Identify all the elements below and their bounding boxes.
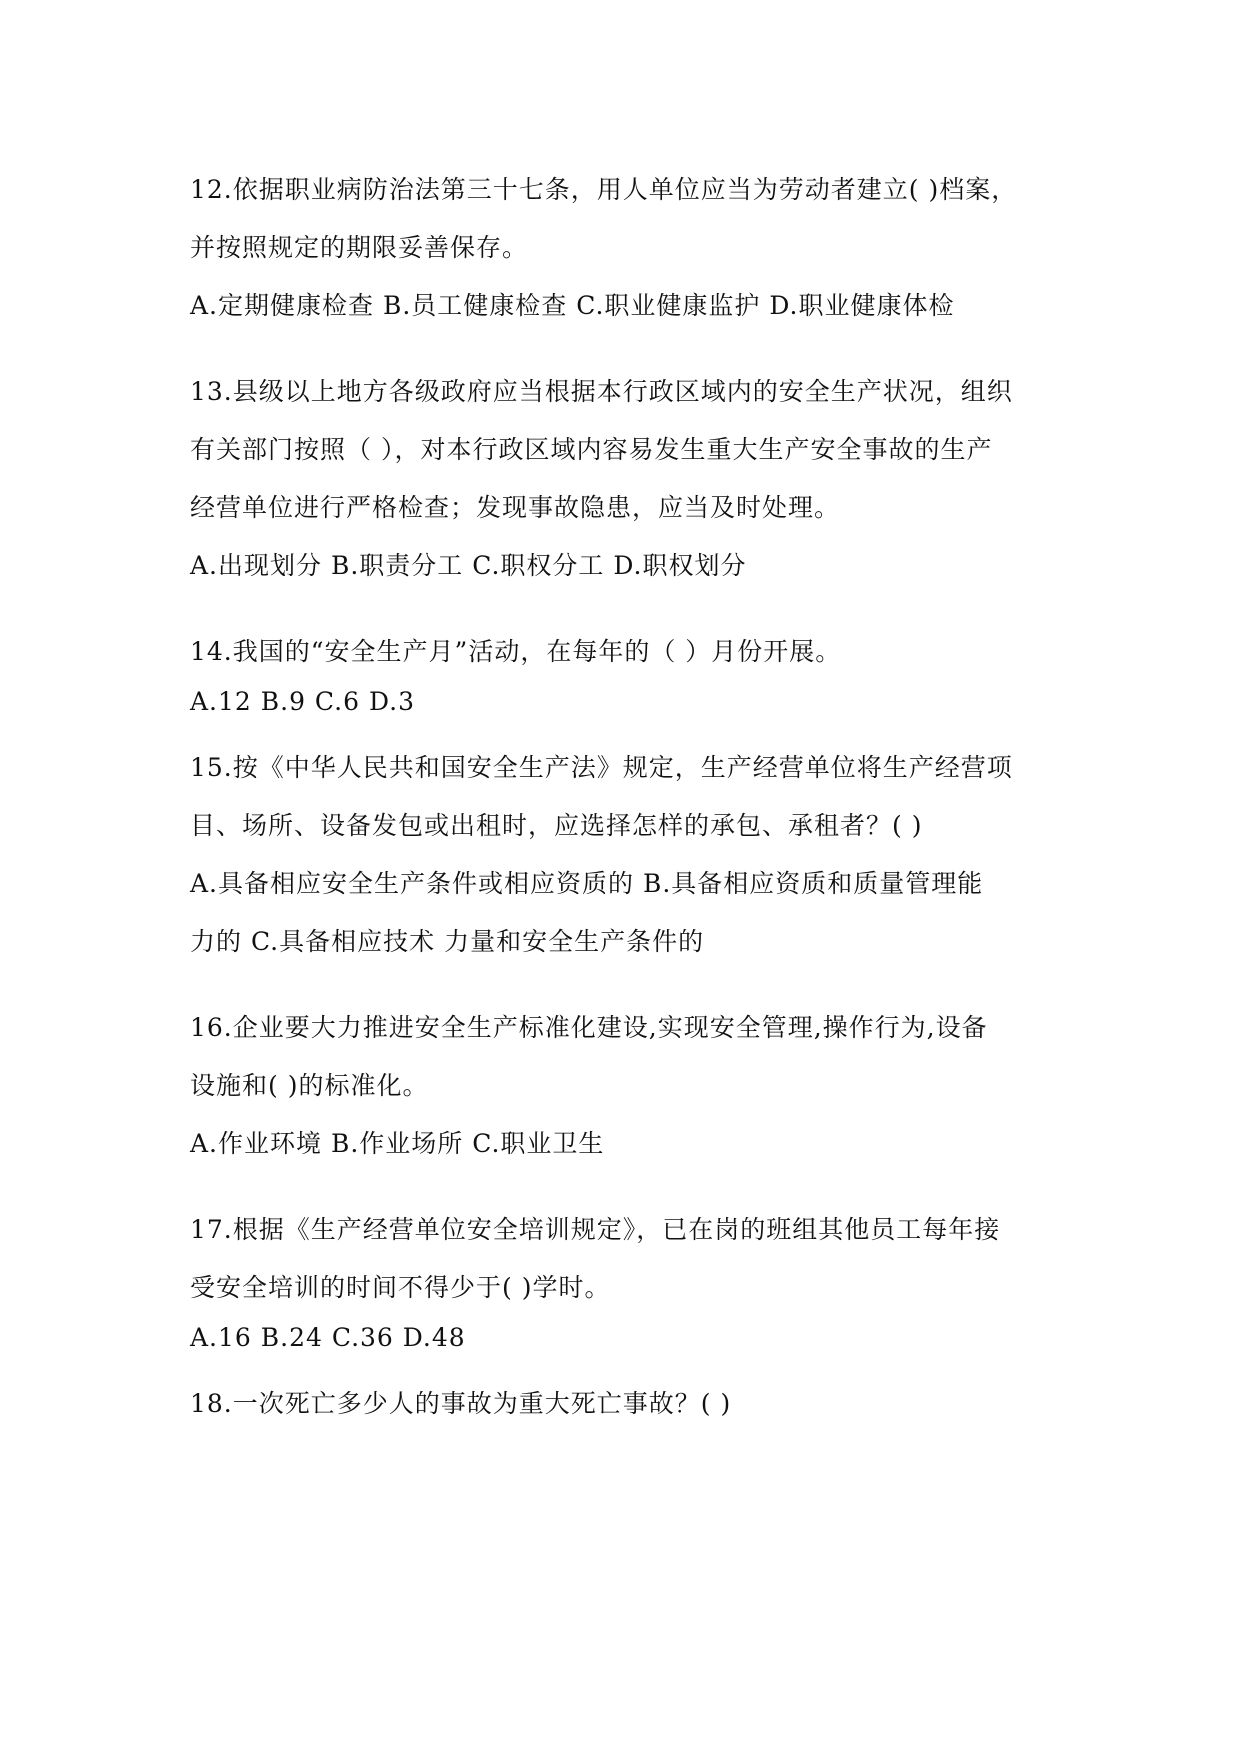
question-text-line: 设施和( )的标准化。 bbox=[190, 1071, 429, 1100]
question-text-line: 经营单位进行严格检查；发现事故隐患，应当及时处理。 bbox=[190, 493, 841, 522]
question-text-line: 12.依据职业病防治法第三十七条，用人单位应当为劳动者建立( )档案， bbox=[190, 175, 1018, 204]
question-text-line: 并按照规定的期限妥善保存。 bbox=[190, 233, 529, 262]
question-text-line: 目、场所、设备发包或出租时，应选择怎样的承包、承租者？( ) bbox=[190, 811, 923, 840]
answer-options: A.出现划分 B.职责分工 C.职权分工 D.职权划分 bbox=[190, 551, 747, 580]
answer-options: A.具备相应安全生产条件或相应资质的 B.具备相应资质和质量管理能 bbox=[190, 869, 984, 898]
question-text-line: 有关部门按照（ ），对本行政区域内容易发生重大生产安全事故的生产 bbox=[190, 435, 993, 464]
answer-options: A.16 B.24 C.36 D.48 bbox=[190, 1323, 466, 1352]
answer-options: A.作业环境 B.作业场所 C.职业卫生 bbox=[190, 1129, 605, 1158]
question-text-line: 13.县级以上地方各级政府应当根据本行政区域内的安全生产状况，组织 bbox=[190, 377, 1013, 406]
question-text-line: 14.我国的“安全生产月”活动，在每年的（ ）月份开展。 bbox=[190, 637, 842, 666]
question-text-line: 16.企业要大力推进安全生产标准化建设,实现安全管理,操作行为,设备 bbox=[190, 1013, 988, 1042]
answer-options: 力的 C.具备相应技术 力量和安全生产条件的 bbox=[190, 927, 705, 956]
question-text-line: 受安全培训的时间不得少于( )学时。 bbox=[190, 1273, 611, 1302]
answer-options: A.12 B.9 C.6 D.3 bbox=[190, 687, 415, 716]
question-text-line: 17.根据《生产经营单位安全培训规定》，已在岗的班组其他员工每年接 bbox=[190, 1215, 1001, 1244]
answer-options: A.定期健康检查 B.员工健康检查 C.职业健康监护 D.职业健康体检 bbox=[190, 291, 955, 320]
question-text-line: 18.一次死亡多少人的事故为重大死亡事故？( ) bbox=[190, 1389, 732, 1418]
question-text-line: 15.按《中华人民共和国安全生产法》规定，生产经营单位将生产经营项 bbox=[190, 753, 1013, 782]
